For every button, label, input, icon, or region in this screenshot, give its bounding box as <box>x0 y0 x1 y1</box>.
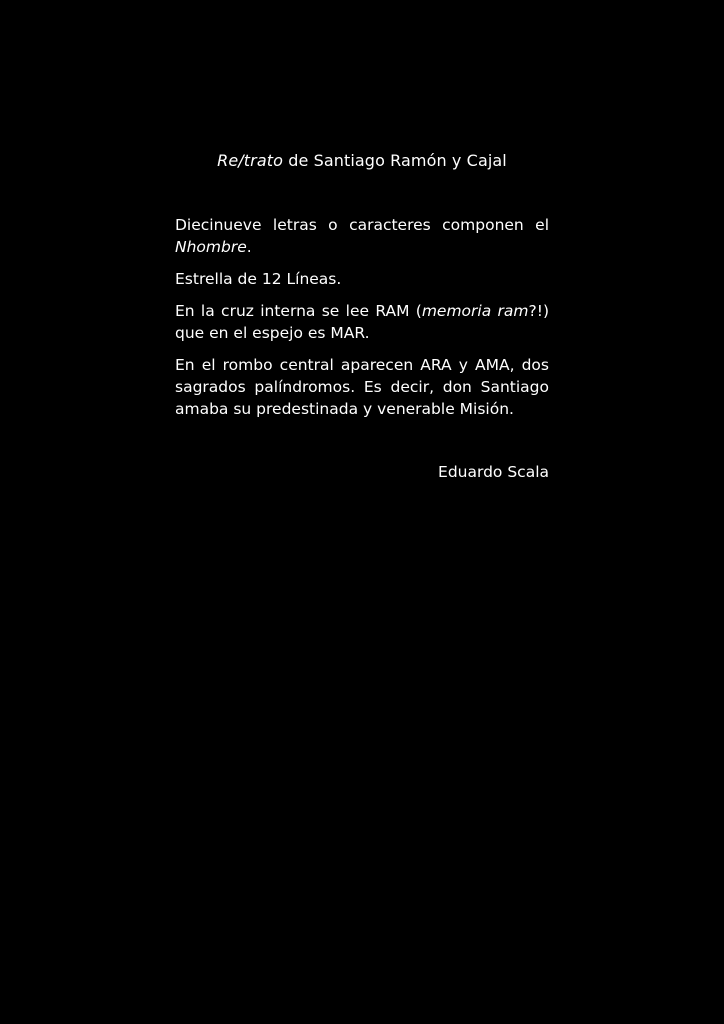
paragraph-1-end: . <box>246 238 252 256</box>
paragraph-2 <box>175 268 549 290</box>
paragraph-3-before: En la cruz interna se lee RAM ( <box>175 302 422 320</box>
paragraph-2-text: Estrella de 12 Líneas. <box>175 270 342 288</box>
signature: Eduardo Scala <box>438 463 549 481</box>
body-text <box>175 214 549 430</box>
paragraph-1-text: Diecinueve letras o caracteres componen el <box>175 216 549 234</box>
paragraph-1 <box>175 214 549 236</box>
paragraph-1-continued <box>175 236 549 258</box>
paragraph-4 <box>175 354 549 420</box>
paragraph-3 <box>175 300 549 344</box>
page-title <box>0 150 724 172</box>
paragraph-1-italic: Nhombre <box>175 238 247 256</box>
paragraph-3-after: ?!) que en el espejo es MAR. <box>175 302 549 342</box>
title-italic: Re/trato <box>217 151 284 170</box>
title-rest: de Santiago Ramón y Cajal <box>283 151 507 170</box>
paragraph-3-italic: memoria ram <box>421 302 529 320</box>
paragraph-4-text: En el rombo central aparecen ARA y AMA, dos sagrados palíndromos. Es decir, don Santiago amaba su predestinada y venerable Misión. <box>175 356 549 418</box>
